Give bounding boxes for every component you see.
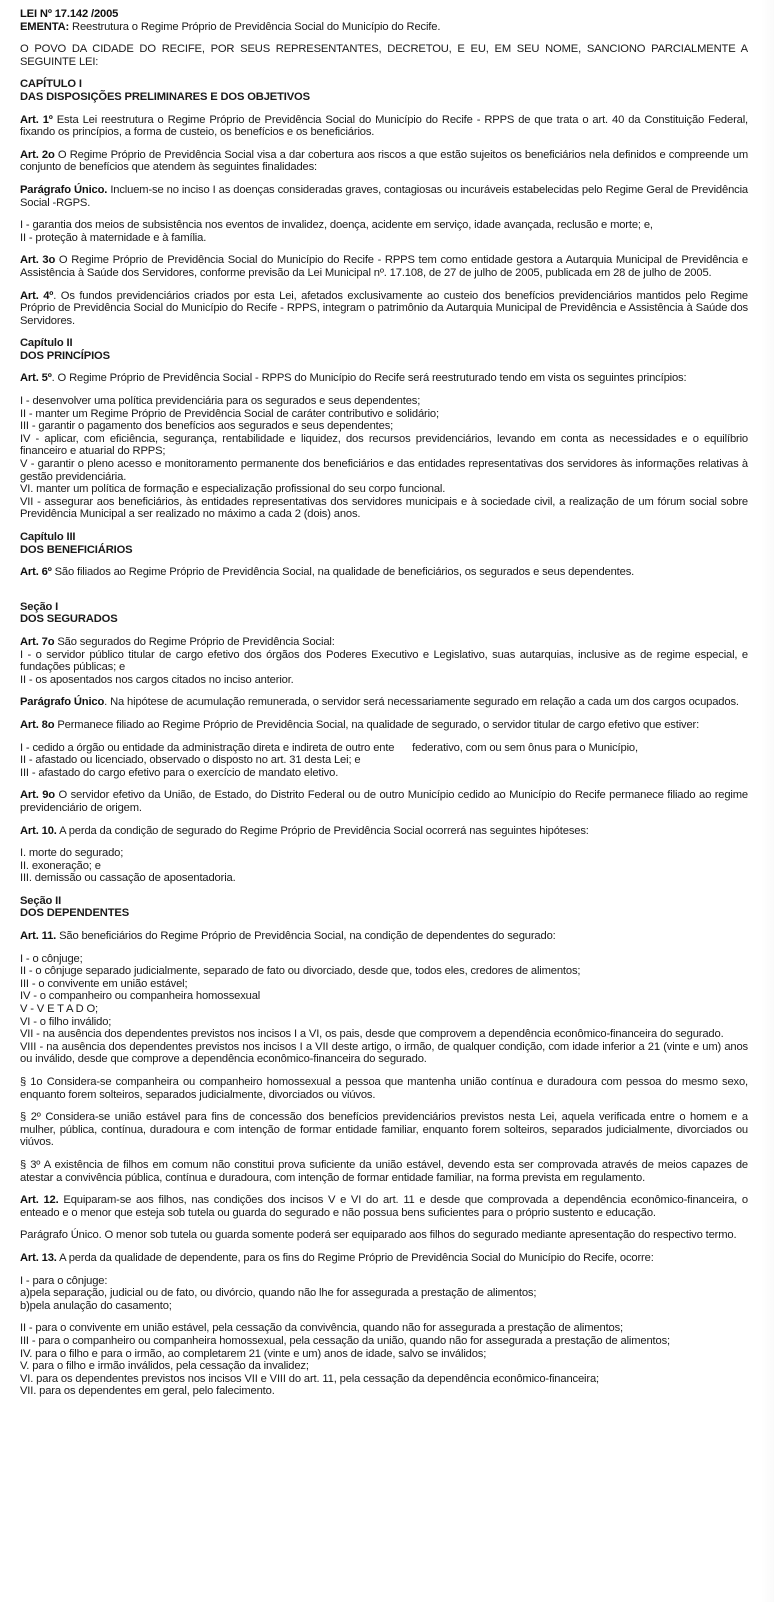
- article-label: Art. 5º: [20, 372, 52, 385]
- article-label: Art. 10.: [20, 824, 57, 837]
- article-13-items-spouse: [20, 1275, 748, 1313]
- section-1-label: Seção I: [20, 600, 59, 613]
- article-label: Art. 7o: [20, 635, 55, 648]
- article-label: Art. 4º: [20, 289, 54, 302]
- ementa-label: EMENTA:: [20, 20, 70, 33]
- chapter-2-title: DOS PRINCÍPIOS: [20, 349, 110, 362]
- scan-edge-shading: [760, 0, 774, 1602]
- article-13: [20, 1252, 748, 1265]
- list-item: I. morte do segurado;: [20, 847, 124, 860]
- list-item: III - garantir o pagamento dos benefícios aos segurados e seus dependentes;: [20, 420, 394, 433]
- list-item: II - para o convivente em união estável, pela cessação da convivência, quando não for assegurada a prestação de alimentos;: [20, 1322, 623, 1335]
- section-2-heading: [20, 895, 748, 920]
- article-text: São segurados do Regime Próprio de Previdência Social:: [54, 635, 335, 648]
- article-text: O Regime Próprio de Previdência Social visa a dar cobertura aos riscos a que estão sujeitos os beneficiários nela definidos e compreende um conjunto de benefícios que atendem às seguintes finalidades:: [20, 148, 748, 174]
- article-6: [20, 566, 748, 579]
- list-item: I - para o cônjuge:: [20, 1274, 108, 1287]
- article-7-intro: [20, 636, 748, 649]
- list-item: II - os aposentados nos cargos citados no inciso anterior.: [20, 673, 294, 686]
- paragraph-2: § 2º Considera-se união estável para fins de concessão dos benefícios previdenciários previstos nesta Lei, aquela verificada entre o homem e a mulher, pública, contínua, duradoura e com intenção de formar entidade familiar, enquanto forem solteiros, separados judicialmente, divorciados ou viúvos.: [20, 1111, 748, 1149]
- article-text: O Regime Próprio de Previdência Social do Município do Recife - RPPS tem como entidade gestora a Autarquia Municipal de Previdência e Assistência à Saúde dos Servidores, conforme previsão da Lei Municipal nº. 17.108, de 27 de julho de 2005, publicada em 28 de julho de 2005.: [20, 254, 748, 279]
- list-item: V - V E T A D O;: [20, 1003, 99, 1016]
- section-2-label: Seção II: [20, 894, 62, 907]
- article-text: . Os fundos previdenciários criados por esta Lei, afetados exclusivamente ao custeio dos benefícios previdenciários mantidos pelo Regime Próprio de Previdência Social do Município do Recife - RPPS, integram o patrimônio da Autarquia Municipal de Previdência e Assistência à Saúde dos Servidores.: [20, 289, 748, 327]
- list-item: VII - assegurar aos beneficiários, às entidades representativas dos servidores municipais e à sociedade civil, a realização de um fórum social sobre Previdência Municipal a ser realizado no máximo a cada 2 (dois) anos.: [20, 495, 748, 521]
- paragraph-3: § 3º A existência de filhos em comum não constitui prova suficiente da união estável, devendo esta ser comprovada através de meios capazes de atestar a convivência pública, contínua e duradoura, com intenção de formar entidade familiar, na forma prevista em regulamento.: [20, 1158, 748, 1184]
- list-item: VI. para os dependentes previstos nos incisos VII e VIII do art. 11, pela cessação da dependência econômico-financeira;: [20, 1372, 599, 1385]
- article-label: Art. 9o: [20, 789, 55, 802]
- article-text: . O Regime Próprio de Previdência Social - RPPS do Município do Recife será reestruturado tendo em vista os seguintes princípios:: [51, 372, 687, 385]
- list-item: III - afastado do cargo efetivo para o exercício de mandato eletivo.: [20, 766, 339, 779]
- article-7: [20, 636, 748, 686]
- list-item: b)pela anulação do casamento;: [20, 1299, 172, 1312]
- article-text: A perda da qualidade de dependente, para os fins do Regime Próprio de Previdência Social do Município do Recife, ocorre:: [56, 1251, 654, 1264]
- list-item: V. para o filho e irmão inválidos, pela cessação da invalidez;: [20, 1360, 309, 1373]
- article-text: Permanece filiado ao Regime Próprio de Previdência Social, na qualidade de segurado, o servidor titular de cargo efetivo que estiver:: [54, 718, 700, 731]
- article-11-items: [20, 953, 748, 1066]
- article-12: [20, 1194, 748, 1219]
- article-text: Equiparam-se aos filhos, nas condições dos incisos V e VI do art. 11 e desde que comprovada a dependência econômico-financeira, o enteado e o menor que esteja sob tutela ou guarda do segurado e não possua bens suficientes para o próprio sustento e educação.: [20, 1194, 748, 1219]
- list-item: I - garantia dos meios de subsistência nos eventos de invalidez, doença, acidente em serviço, idade avançada, reclusão e morte; e,: [20, 219, 653, 232]
- list-item: VIII - na ausência dos dependentes previstos nos incisos I a VII deste artigo, o irmão, de qualquer condição, com idade inferior a 21 (vinte e um) anos ou inválido, desde que comprove a dependência econômico-financeira do segurado.: [20, 1040, 748, 1066]
- article-label: Art. 13.: [20, 1251, 57, 1264]
- chapter-1-title: DAS DISPOSIÇÕES PRELIMINARES E DOS OBJETIVOS: [20, 90, 310, 103]
- article-text: A perda da condição de segurado do Regime Próprio de Previdência Social ocorrerá nas seguintes hipóteses:: [56, 824, 589, 837]
- list-item: IV - aplicar, com eficiência, segurança, rentabilidade e liquidez, dos recursos previdenciários, levando em conta as necessidades e o equilíbrio financeiro e atuarial do RPPS;: [20, 432, 748, 458]
- list-item: V - garantir o pleno acesso e monitoramento permanente dos beneficiários e das entidades representativas dos servidores às informações relativas à gestão previdenciária.: [20, 458, 748, 483]
- chapter-1-heading: [20, 78, 748, 103]
- list-item: I - desenvolver uma política previdenciária para os segurados e seus dependentes;: [20, 395, 421, 408]
- article-2-paragraph: [20, 184, 748, 209]
- list-item: II - o cônjuge separado judicialmente, separado de fato ou divorciado, desde que, todos eles, credores de alimentos;: [20, 965, 581, 978]
- article-2-items: [20, 219, 748, 244]
- list-item: II - manter um Regime Próprio de Previdência Social de caráter contributivo e solidário;: [20, 407, 439, 420]
- article-5: [20, 372, 748, 385]
- ementa-text: Reestrutura o Regime Próprio de Previdência Social do Município do Recife.: [69, 20, 441, 33]
- article-label: Art. 2o: [20, 148, 55, 161]
- list-item: VI - o filho inválido;: [20, 1015, 112, 1028]
- chapter-2-label: Capítulo II: [20, 337, 73, 350]
- article-8: [20, 719, 748, 732]
- article-12-paragraph: Parágrafo Único. O menor sob tutela ou guarda somente poderá ser equiparado aos filhos do segurado mediante apresentação do respectivo termo.: [20, 1229, 737, 1242]
- article-13-items-other: [20, 1322, 748, 1398]
- list-item: III - o convivente em união estável;: [20, 977, 188, 990]
- list-item: I - cedido a órgão ou entidade da administração direta e indireta de outro ente federativo, com ou sem ônus para o Município,: [20, 741, 638, 754]
- list-item: III. demissão ou cassação de aposentadoria.: [20, 872, 236, 885]
- article-11: [20, 930, 748, 943]
- article-text: São beneficiários do Regime Próprio de Previdência Social, na condição de dependentes do segurado:: [56, 930, 556, 943]
- preamble: O POVO DA CIDADE DO RECIFE, POR SEUS REPRESENTANTES, DECRETOU, E EU, EM SEU NOME, SANCIONO PARCIALMENTE A SEGUINTE LEI:: [20, 43, 748, 68]
- section-1-title: DOS SEGURADOS: [20, 613, 118, 626]
- paragraph-1: § 1o Considera-se companheira ou companheiro homossexual a pessoa que mantenha união contínua e duradoura com pessoa do mesmo sexo, enquanto forem solteiros, separados judicialmente, divorciados ou viúvos.: [20, 1076, 748, 1101]
- list-item: IV - o companheiro ou companheira homossexual: [20, 990, 261, 1003]
- paragraph-label: Parágrafo Único.: [20, 183, 108, 196]
- article-label: Art. 8o: [20, 718, 55, 731]
- list-item: IV. para o filho e para o irmão, ao completarem 21 (vinte e um) anos de idade, salvo se inválidos;: [20, 1347, 487, 1360]
- article-label: Art. 6º: [20, 566, 52, 579]
- article-4: [20, 290, 748, 328]
- list-item: VII. para os dependentes em geral, pelo falecimento.: [20, 1385, 275, 1398]
- chapter-3-title: DOS BENEFICIÁRIOS: [20, 543, 133, 556]
- law-document: [20, 8, 748, 1408]
- article-5-items: [20, 395, 748, 521]
- list-item: III - para o companheiro ou companheira homossexual, pela cessação da união, quando não for assegurada a prestação de alimentos;: [20, 1334, 670, 1347]
- article-label: Art. 12.: [20, 1194, 59, 1207]
- article-text: Esta Lei reestrutura o Regime Próprio de Previdência Social do Município do Recife - RPPS de que trata o art. 40 da Constituição Federal, fixando os princípios, a forma de custeio, os benefícios e os beneficiários.: [20, 113, 749, 139]
- list-item: II. exoneração; e: [20, 859, 101, 872]
- list-item: VI. manter um política de formação e especialização profissional do seu corpo funcional.: [20, 483, 446, 496]
- article-8-items: [20, 742, 748, 780]
- list-item: II - proteção à maternidade e à família.: [20, 231, 207, 244]
- article-10: [20, 825, 748, 838]
- paragraph-text: . Na hipótese de acumulação remunerada, o servidor será necessariamente segurado em relação a cada um dos cargos ocupados.: [104, 696, 739, 709]
- article-label: Art. 1º: [20, 113, 53, 126]
- article-1: [20, 114, 748, 139]
- article-text: São filiados ao Regime Próprio de Previdência Social, na qualidade de beneficiários, os segurados e seus dependentes.: [51, 566, 635, 579]
- paragraph-label: Parágrafo Único: [20, 696, 105, 709]
- list-item: I - o servidor público titular de cargo efetivo dos órgãos dos Poderes Executivo e Legislativo, suas autarquias, inclusive as de regime especial, e fundações públicas; e: [20, 648, 748, 674]
- section-1-heading: [20, 601, 748, 626]
- list-item: VII - na ausência dos dependentes previstos nos incisos I a VI, os pais, desde que comprovem a dependência econômico-financeira do segurado.: [20, 1028, 724, 1041]
- article-label: Art. 3o: [20, 254, 56, 267]
- article-7-paragraph: [20, 696, 748, 709]
- chapter-3-label: Capítulo III: [20, 531, 76, 543]
- article-9: [20, 789, 748, 814]
- article-3: [20, 254, 748, 279]
- law-number: LEI Nº 17.142 /2005: [20, 8, 119, 20]
- chapter-2-heading: [20, 337, 748, 362]
- article-10-items: [20, 847, 748, 885]
- article-label: Art. 11.: [20, 930, 57, 943]
- list-item: II - afastado ou licenciado, observado o disposto no art. 31 desta Lei; e: [20, 754, 361, 767]
- chapter-1-label: CAPÍTULO I: [20, 78, 82, 91]
- section-2-title: DOS DEPENDENTES: [20, 907, 130, 920]
- paragraph-text: Incluem-se no inciso I as doenças consideradas graves, contagiosas ou incuráveis estabelecidas pelo Regime Geral de Previdência Social -RGPS.: [20, 183, 749, 209]
- ementa: [20, 21, 748, 34]
- chapter-3-heading: [20, 531, 748, 556]
- list-item: I - o cônjuge;: [20, 952, 83, 965]
- article-text: O servidor efetivo da União, de Estado, do Distrito Federal ou de outro Município cedido ao Município do Recife permanece filiado ao regime previdenciário de origem.: [20, 789, 748, 814]
- list-item: a)pela separação, judicial ou de fato, ou divórcio, quando não lhe for assegurada a prestação de alimentos;: [20, 1287, 537, 1300]
- article-2: [20, 149, 748, 174]
- law-header: [20, 8, 748, 33]
